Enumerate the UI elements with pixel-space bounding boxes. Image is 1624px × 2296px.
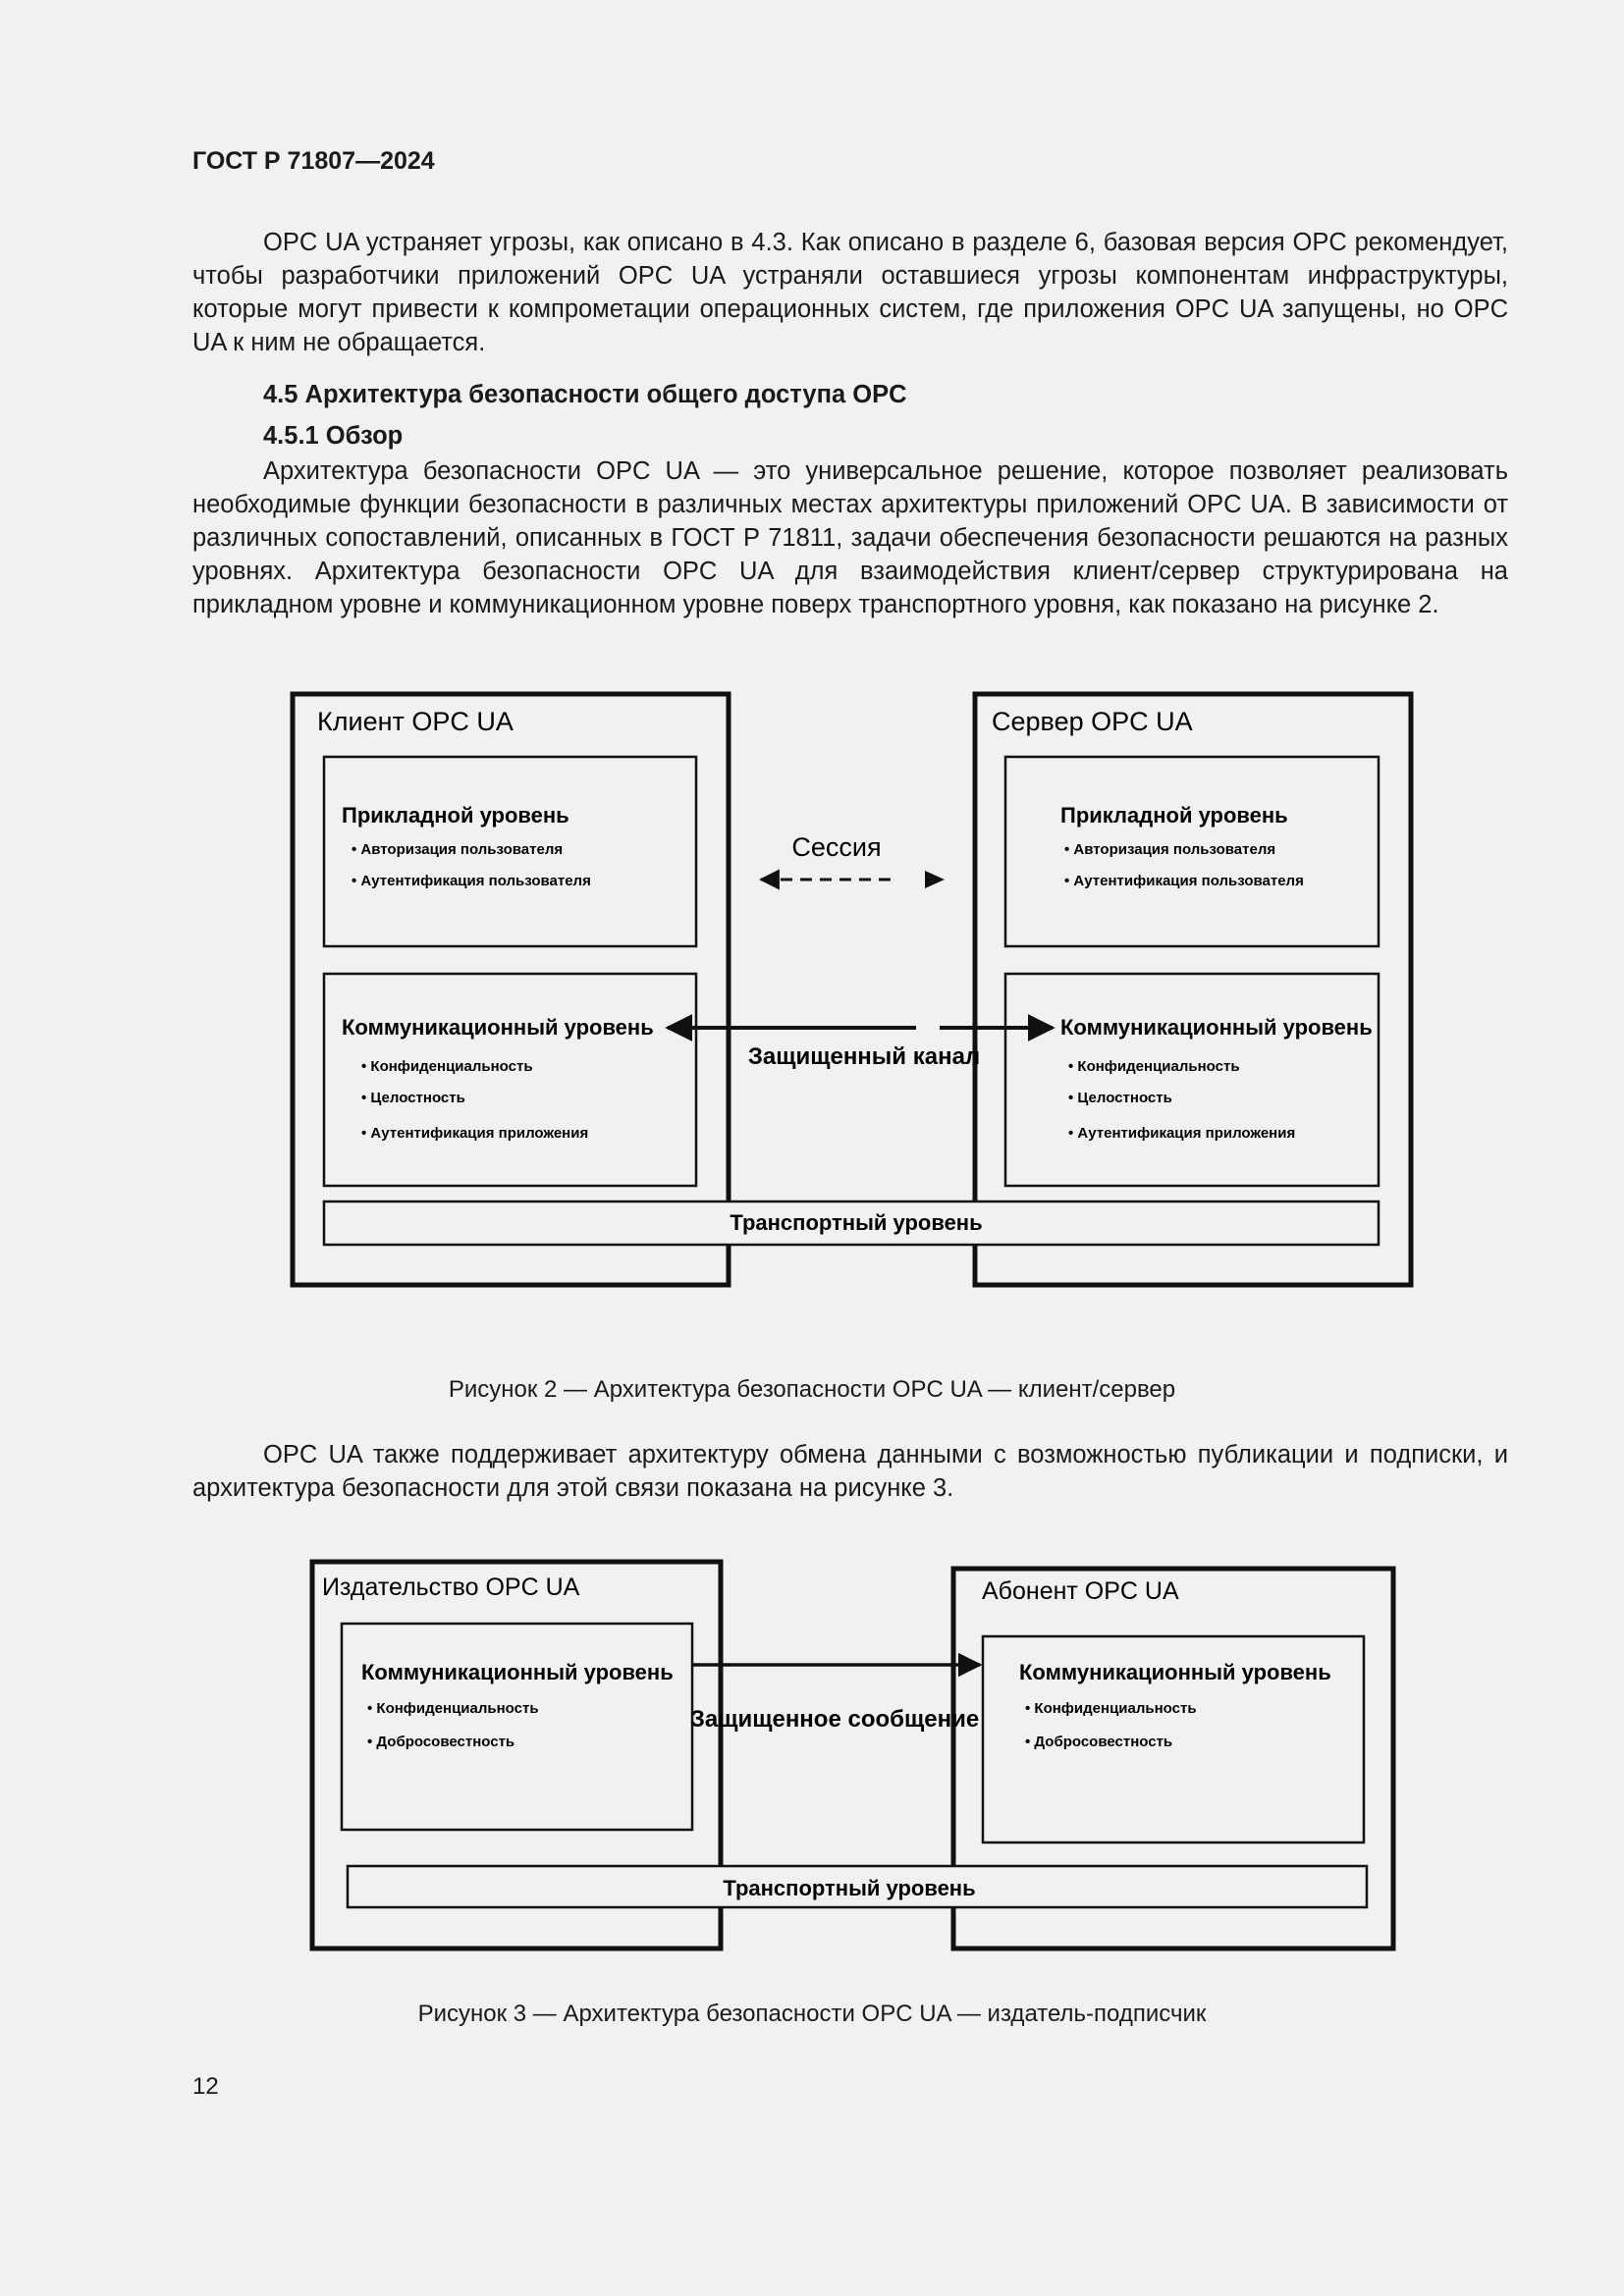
publisher-comm-item: • Добросовестность <box>367 1734 515 1750</box>
client-app-item: • Аутентификация пользователя <box>352 873 591 889</box>
overview-text: Архитектура безопасности OPC UA — это универсальное решение, которое позволяет реализовать необходимые функции безопасности в различных местах архитектуры приложений OPC UA. В зависимости от различных сопоставлений, описанных в ГОСТ Р 71811, задачи обеспечения безопасности решаются на разных уровнях. Архитектура безопасности OPC UA для взаимодействия клиент/сервер структурирована на прикладном уровне и коммуникационном уровне поверх транспортного уровня, как показано на рисунке 2. <box>192 457 1508 618</box>
server-comm-item: • Целостность <box>1068 1090 1172 1106</box>
intro-paragraph <box>192 226 1508 359</box>
server-title: Сервер OPC UA <box>992 707 1193 736</box>
server-comm-item: • Конфиденциальность <box>1068 1058 1240 1075</box>
server-comm-layer-box <box>1005 974 1379 1186</box>
client-comm-layer-box <box>324 974 696 1186</box>
server-app-layer-title: Прикладной уровень <box>1060 803 1288 828</box>
subscriber-comm-item: • Добросовестность <box>1025 1734 1173 1750</box>
transport-layer-label: Транспортный уровень <box>730 1210 983 1235</box>
client-box <box>293 694 729 1285</box>
publisher-comm-item: • Конфиденциальность <box>367 1700 539 1717</box>
client-app-layer-title: Прикладной уровень <box>342 803 569 828</box>
subsection-heading: 4.5.1 Обзор <box>263 422 404 450</box>
server-box <box>975 694 1411 1285</box>
client-comm-item: • Аутентификация приложения <box>361 1125 589 1142</box>
subscriber-comm-layer-title: Коммуникационный уровень <box>1019 1660 1331 1684</box>
page-number: 12 <box>192 2073 219 2100</box>
secure-channel-label: Защищенный канал <box>747 1043 981 1070</box>
document-header: ГОСТ Р 71807—2024 <box>192 147 435 175</box>
subscriber-comm-item: • Конфиденциальность <box>1025 1700 1197 1717</box>
section-heading: 4.5 Архитектура безопасности общего доступа OPC <box>263 381 907 408</box>
client-comm-item: • Конфиденциальность <box>361 1058 533 1075</box>
figure-2-diagram <box>0 687 1624 1306</box>
server-comm-layer-title: Коммуникационный уровень <box>1060 1015 1373 1040</box>
figure-3-diagram <box>0 1551 1624 1963</box>
intro-text: OPC UA устраняет угрозы, как описано в 4.3. Как описано в разделе 6, базовая версия OPC рекомендует, чтобы разработчики приложений OPC UA устраняли оставшиеся угрозы компонентам инфраструктуры, которые могут привести к компрометации операционных систем, где приложения OPC UA запущены, но OPC UA к ним не обращается. <box>192 229 1508 356</box>
publisher-comm-layer-title: Коммуникационный уровень <box>361 1660 674 1684</box>
client-app-item: • Авторизация пользователя <box>352 841 564 858</box>
client-title: Клиент OPC UA <box>317 707 514 736</box>
figure-2-caption: Рисунок 2 — Архитектура безопасности OPC UA — клиент/сервер <box>448 1376 1176 1403</box>
client-comm-layer-title: Коммуникационный уровень <box>342 1015 654 1040</box>
session-label: Сессия <box>791 832 882 862</box>
server-app-item: • Авторизация пользователя <box>1064 841 1276 858</box>
client-comm-item: • Целостность <box>361 1090 465 1106</box>
publisher-comm-layer-box <box>342 1624 692 1830</box>
overview-paragraph <box>192 454 1508 621</box>
figure-3-caption: Рисунок 3 — Архитектура безопасности OPC UA — издатель-подписчик <box>417 2001 1207 2027</box>
secure-message-label: Защищенное сообщение <box>689 1706 980 1733</box>
server-app-item: • Аутентификация пользователя <box>1064 873 1304 889</box>
publisher-title: Издательство OPC UA <box>322 1574 580 1601</box>
server-comm-item: • Аутентификация приложения <box>1068 1125 1296 1142</box>
subscriber-title: Абонент OPC UA <box>982 1577 1179 1605</box>
pubsub-paragraph <box>192 1438 1508 1505</box>
pubsub-text: OPC UA также поддерживает архитектуру обмена данными с возможностью публикации и подписки, и архитектура безопасности для этой связи показана на рисунке 3. <box>192 1441 1508 1502</box>
transport-layer-label: Транспортный уровень <box>723 1876 976 1900</box>
session-arrow-right <box>925 871 945 888</box>
